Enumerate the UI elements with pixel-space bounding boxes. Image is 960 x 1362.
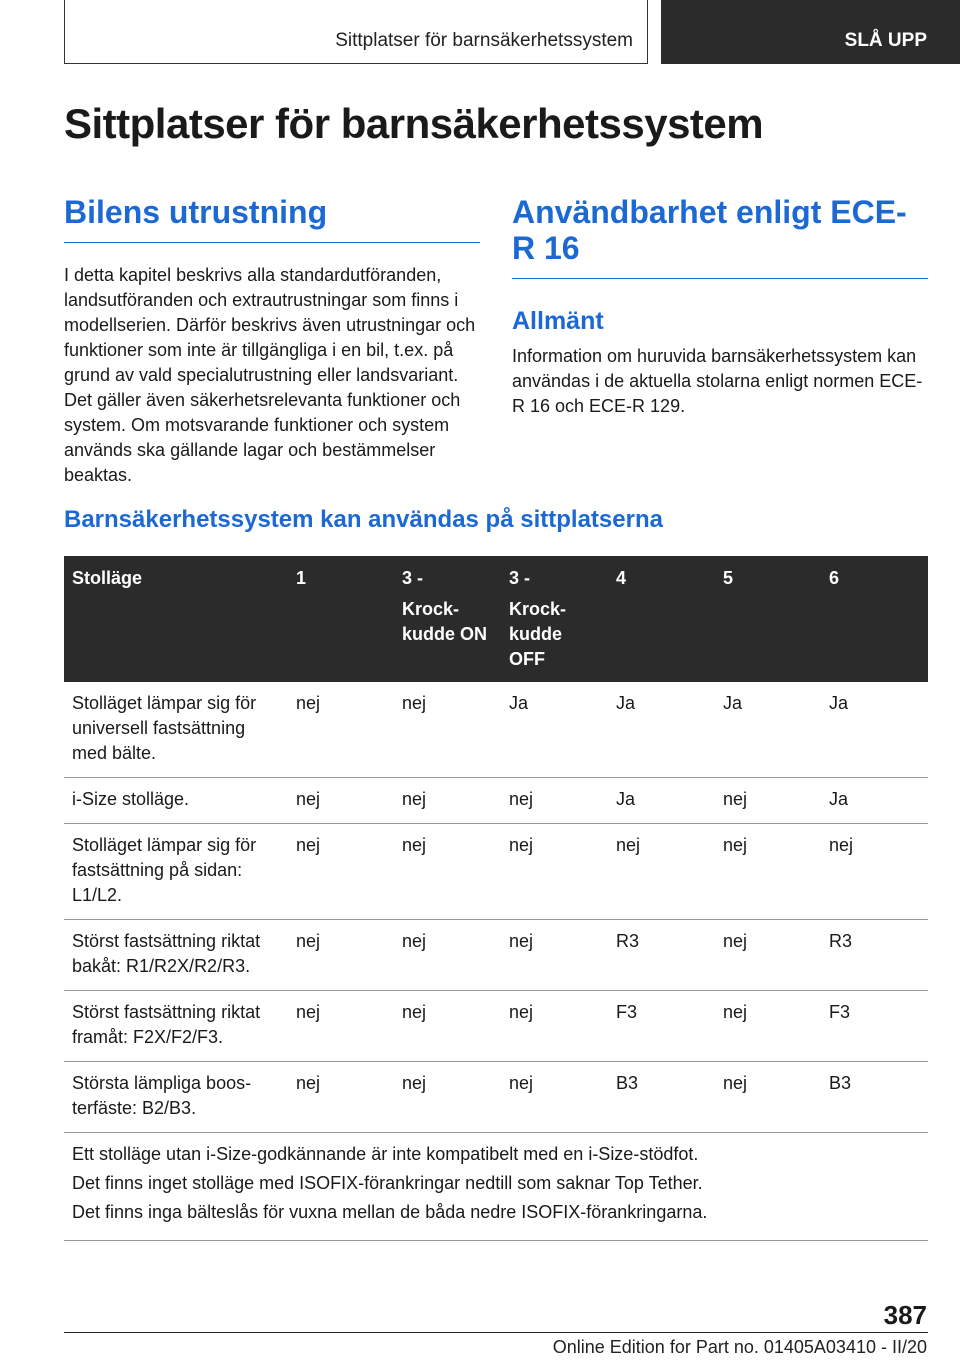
table-cell: nej: [715, 778, 821, 824]
column-header: 3 - Krockkudde OFF: [501, 556, 608, 682]
table-row: [64, 824, 928, 920]
table-note: Ett stolläge utan i-Size-godkännande är inte kompatibelt med en i-Size-stödfot.: [72, 1144, 699, 1164]
vehicle-equipment-heading: Bilens utrustning: [64, 194, 480, 243]
left-column: [64, 194, 480, 488]
table-cell: Stolläget lämpar sig för universell fastsättning med bälte.: [64, 682, 288, 778]
table-cell: nej: [288, 682, 394, 778]
table-row: [64, 778, 928, 824]
table-cell: nej: [821, 824, 928, 920]
table-header-row: [64, 556, 928, 682]
table-cell: nej: [715, 824, 821, 920]
right-column: [512, 194, 928, 419]
column-header: 4: [608, 556, 715, 682]
table-cell: B3: [821, 1062, 928, 1133]
table-cell: Stolläget lämpar sig för fastsättning på sidan: L1/L2.: [64, 824, 288, 920]
column-header: 3 - Krockkudde ON: [394, 556, 501, 682]
column-header: 6: [821, 556, 928, 682]
table-cell: Ja: [608, 682, 715, 778]
lookup-button[interactable]: SLÅ UPP: [661, 0, 960, 64]
table-cell: R3: [821, 920, 928, 991]
vehicle-equipment-text: I detta kapitel beskrivs alla standardutföranden, landsutföranden och extrautrustningar som finns i modellserien. Därför beskrivs även utrustningar och funktioner som inte är tillgängliga i en bil, t.ex. på grund av vald specialutrustning eller landsvariant. Det gäller även säkerhetsrelevanta funktioner och system. Om motsvarande funktioner och system används ska gällande lagar och bestämmelser beaktas.: [64, 265, 476, 485]
page-title: Sittplatser för barnsäkerhetssystem: [64, 100, 764, 147]
table-cell: nej: [394, 920, 501, 991]
table-cell: nej: [501, 824, 608, 920]
table-cell: nej: [394, 778, 501, 824]
footer-divider: [64, 1332, 928, 1333]
header-section-tab: [64, 0, 648, 64]
table-row: [64, 1062, 928, 1133]
table-cell: nej: [394, 824, 501, 920]
table-cell: F3: [821, 991, 928, 1062]
edition-footer: Online Edition for Part no. 01405A03410 - II/20: [552, 1337, 927, 1357]
table-cell: F3: [608, 991, 715, 1062]
table-cell: nej: [288, 991, 394, 1062]
table-row: [64, 920, 928, 991]
column-header: Stolläge: [64, 556, 288, 682]
table-row: [64, 991, 928, 1062]
table-cell: nej: [288, 778, 394, 824]
general-subheading: Allmänt: [512, 307, 604, 335]
table-cell: nej: [288, 1062, 394, 1133]
table-cell: Störst fastsättning riktat bakåt: R1/R2X/R2/R3.: [64, 920, 288, 991]
table-cell: nej: [501, 778, 608, 824]
seating-table-heading: Barnsäkerhetssystem kan användas på sittplatserna: [64, 506, 663, 533]
table-row: [64, 682, 928, 778]
table-cell: nej: [715, 1062, 821, 1133]
table-cell: nej: [394, 682, 501, 778]
seating-positions-table: [64, 556, 928, 1241]
column-header: 1: [288, 556, 394, 682]
ece-usability-heading: Användbarhet enligt ECE-R 16: [512, 194, 928, 279]
table-cell: nej: [501, 920, 608, 991]
table-cell: nej: [288, 824, 394, 920]
table-cell: i-Size stolläge.: [64, 778, 288, 824]
table-cell: Ja: [821, 682, 928, 778]
table-cell: nej: [715, 920, 821, 991]
general-text: Information om huruvida barnsäkerhetssystem kan användas i de aktuella stolarna enligt normen ECE-R 16 och ECE-R 129.: [512, 346, 923, 416]
table-note: Det finns inga bälteslås för vuxna mellan de båda nedre ISOFIX-förankringarna.: [72, 1202, 708, 1222]
table-cell: Största lämpliga boosterfäste: B2/B3.: [64, 1062, 288, 1133]
table-cell: nej: [608, 824, 715, 920]
table-cell: Störst fastsättning riktat framåt: F2X/F2/F3.: [64, 991, 288, 1062]
table-notes: [64, 1133, 928, 1241]
table-cell: nej: [715, 991, 821, 1062]
table-cell: B3: [608, 1062, 715, 1133]
table-cell: Ja: [821, 778, 928, 824]
table-cell: Ja: [501, 682, 608, 778]
header-section-title: Sittplatser för barnsäkerhetssystem: [335, 30, 633, 51]
table-cell: nej: [394, 991, 501, 1062]
table-cell: nej: [501, 1062, 608, 1133]
table-cell: nej: [394, 1062, 501, 1133]
table-cell: nej: [288, 920, 394, 991]
table-note: Det finns inget stolläge med ISOFIX-förankringar nedtill som saknar Top Tether.: [72, 1173, 703, 1193]
table-cell: Ja: [608, 778, 715, 824]
column-header: 5: [715, 556, 821, 682]
table-cell: Ja: [715, 682, 821, 778]
table-cell: R3: [608, 920, 715, 991]
page-number: 387: [883, 1300, 927, 1330]
table-cell: nej: [501, 991, 608, 1062]
table-notes-row: [64, 1133, 928, 1241]
